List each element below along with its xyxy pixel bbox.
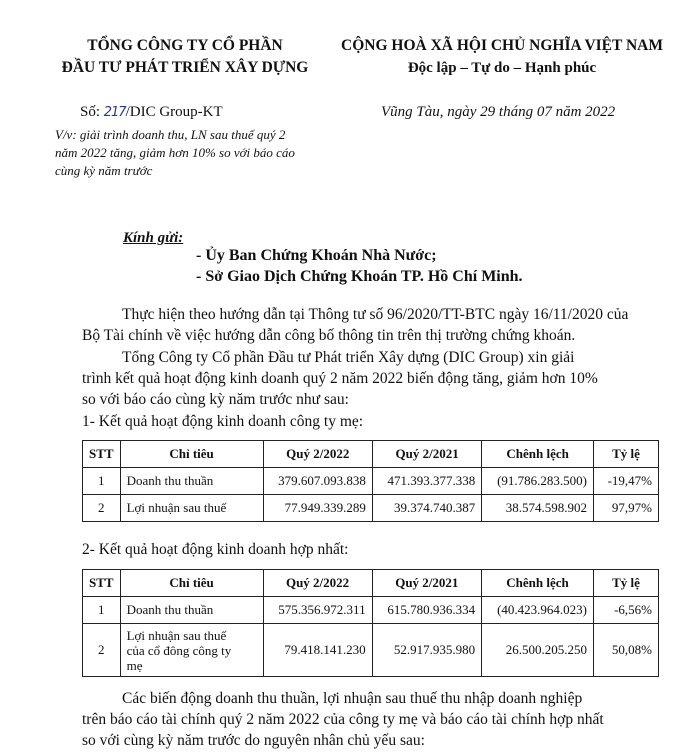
parent-company-table (82, 440, 659, 522)
paragraph-2: Tổng Công ty Cổ phần Đầu tư Phát triển Xây dựng (DIC Group) xin giải trình kết quả hoạt động kinh doanh quý 2 năm 2022 biến động tăng, giảm hơn 10% so với báo cáo cùng kỳ năm trước như sau: (82, 349, 598, 408)
subject-line: V/v: giải trình doanh thu, LN sau thuế quý 2 năm 2022 tăng, giảm hơn 10% so với báo cáo cùng kỳ năm trước (55, 127, 295, 178)
handwritten-number: 217 (103, 105, 126, 120)
table-row: 2 Lợi nhuận sau thuế 77.949.339.289 39.374.740.387 38.574.598.902 97,97% (83, 495, 659, 522)
table-row: 2 Lợi nhuận sau thuế của cổ đông công ty mẹ 79.418.141.230 52.917.935.980 26.500.205.250 50,08% (83, 624, 659, 677)
section-2-title: 2- Kết quả hoạt động kinh doanh hợp nhất: (82, 541, 349, 558)
recipient-2: - Sở Giao Dịch Chứng Khoán TP. Hồ Chí Minh. (196, 268, 523, 285)
table-row: 1 Doanh thu thuần 379.607.093.838 471.393.377.338 (91.786.283.500) -19,47% (83, 468, 659, 495)
consolidated-table (82, 569, 659, 677)
section-1-title: 1- Kết quả hoạt động kinh doanh công ty mẹ: (82, 413, 364, 430)
table-header-row: STT Chỉ tiêu Quý 2/2022 Quý 2/2021 Chênh lệch Tỷ lệ (83, 441, 659, 468)
document-number: Số: 217/DIC Group-KT (80, 104, 223, 120)
paragraph-1: Thực hiện theo hướng dẫn tại Thông tư số 96/2020/TT-BTC ngày 16/11/2020 của Bộ Tài chính về việc hướng dẫn công bố thông tin trên thị trường chứng khoán. (82, 306, 629, 344)
recipients-label: Kính gửi: (123, 230, 184, 246)
table-header-row: STT Chỉ tiêu Quý 2/2022 Quý 2/2021 Chênh lệch Tỷ lệ (83, 570, 659, 597)
paragraph-3: Các biến động doanh thu thuần, lợi nhuận sau thuế thu nhập doanh nghiệp trên báo cáo tài chính quý 2 năm 2022 của công ty mẹ và báo cáo tài chính hợp nhất so với cùng kỳ năm trước do nguyên nhân chủ yếu sau: (82, 690, 604, 749)
table-row: 1 Doanh thu thuần 575.356.972.311 615.780.936.334 (40.423.964.023) -6,56% (83, 597, 659, 624)
national-header: CỘNG HOÀ XÃ HỘI CHỦ NGHĨA VIỆT NAM Độc lập – Tự do – Hạnh phúc (341, 37, 663, 76)
organization-name: TỔNG CÔNG TY CỔ PHẦN ĐẦU TƯ PHÁT TRIỂN XÂY DỰNG (61, 37, 309, 76)
recipient-1: - Ủy Ban Chứng Khoán Nhà Nước; (196, 247, 437, 264)
document-date: Vũng Tàu, ngày 29 tháng 07 năm 2022 (381, 104, 616, 120)
